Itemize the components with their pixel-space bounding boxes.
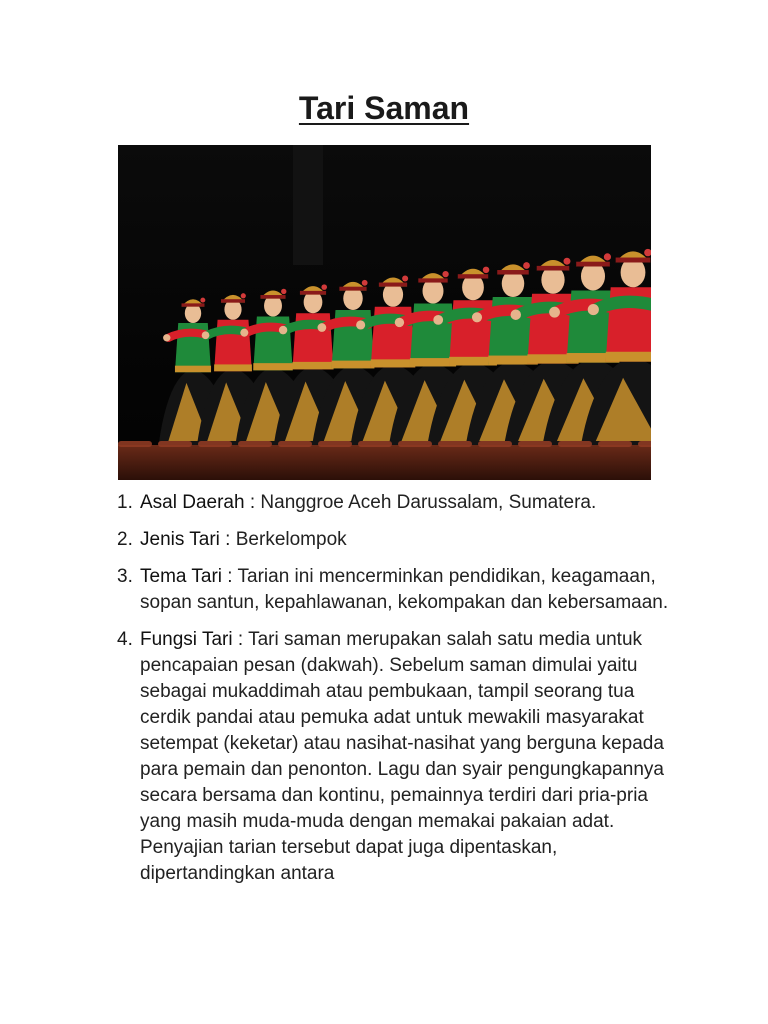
list-separator: : <box>232 629 249 650</box>
list-term: Fungsi Tari <box>140 629 233 650</box>
dancer-hand <box>356 320 365 329</box>
stage-cushion <box>398 441 432 447</box>
dancer-hand <box>279 326 287 334</box>
stage-cushion <box>638 441 651 447</box>
dancer-flower <box>200 298 205 303</box>
stage-cushion <box>198 441 232 447</box>
stage-cushion <box>438 441 472 447</box>
dancer-headband <box>260 295 285 299</box>
list-separator: : <box>219 529 236 550</box>
dancer-belt <box>332 361 375 369</box>
stage-floor <box>118 445 651 480</box>
page-title <box>0 88 768 128</box>
dancer-hand <box>163 334 170 341</box>
dancer-hand <box>433 315 443 325</box>
stage-cushion <box>318 441 352 447</box>
stage-cushion <box>598 441 632 447</box>
dancer-belt <box>292 362 333 369</box>
dancer-headband <box>300 291 326 295</box>
list-item-theme <box>117 564 677 616</box>
description-list <box>117 490 677 898</box>
list-item-origin <box>117 490 677 516</box>
list-item-function <box>117 627 677 887</box>
list-separator: : <box>222 566 238 587</box>
stage-cushion <box>558 441 592 447</box>
dancer-belt <box>253 363 292 370</box>
stage-cushion <box>278 441 312 447</box>
dancer-headband <box>339 287 366 291</box>
dancer-hand <box>202 331 210 339</box>
dancer-headband <box>458 274 488 278</box>
dancer-belt <box>371 359 415 367</box>
dancer-flower <box>442 271 448 277</box>
saman-dancers-photo <box>118 145 651 480</box>
dancer-flower <box>604 253 611 260</box>
dancer-flower <box>321 284 327 290</box>
dancer-headband <box>221 299 245 302</box>
dancer-hand <box>588 304 599 315</box>
stage-cushion <box>518 441 552 447</box>
dancer-hand <box>240 329 248 337</box>
dancer-headband <box>182 303 205 306</box>
list-text: Tari saman merupakan salah satu media untuk pencapaian pesan (dakwah). Sebelum saman dimulai yaitu sebagai mukaddimah atau pembukaan, tampil seorang tua cerdik pandai atau pemuka adat untuk mewakili masyarakat setempat (keketar) atau nasihat-nasihat yang berguna kepada para pemain dan penonton. Lagu dan syair pengungkapannya secara bersama dan kontinu, pemainnya terdiri dari pria-pria yang masih muda-muda dengan memakai pakaian adat. Penyajian tarian tersebut dapat juga dipentaskan, dipertandingkan antara <box>140 629 664 884</box>
dancer-flower <box>241 293 246 298</box>
dancer-hand <box>317 323 326 332</box>
dancer-belt <box>606 352 651 362</box>
dancer-headband <box>537 266 570 271</box>
list-term: Tema Tari <box>140 566 223 587</box>
dancer-hand <box>472 312 482 322</box>
dancer-flower <box>362 280 368 286</box>
dancer-flower <box>523 262 530 269</box>
list-separator: : <box>244 492 261 513</box>
list-number: 3. <box>117 566 133 587</box>
list-number: 2. <box>117 529 133 550</box>
dancer-headband <box>576 262 610 267</box>
dancer-hand <box>549 307 560 318</box>
stage-cushion <box>358 441 392 447</box>
dancer-flower <box>563 258 570 265</box>
stage-cushion <box>478 441 512 447</box>
dancer-flower <box>281 289 286 294</box>
list-term: Jenis Tari <box>140 529 220 550</box>
dancer-headband <box>379 283 407 287</box>
list-text: Nanggroe Aceh Darussalam, Sumatera. <box>260 492 597 513</box>
dancer-hand <box>511 309 521 319</box>
list-item-type <box>117 527 677 553</box>
dancer-flower <box>402 275 408 281</box>
list-number: 4. <box>117 629 133 650</box>
list-text: Tarian ini mencerminkan pendidikan, keagamaan, sopan santun, kepahlawanan, kekompakan dan kebersamaan. <box>140 566 669 613</box>
stage-cushion <box>238 441 272 447</box>
dancer-belt <box>214 364 252 371</box>
photo-illustration <box>118 145 651 480</box>
stage-curtain-fold <box>293 145 323 265</box>
dancer-headband <box>418 278 447 282</box>
list-term: Asal Daerah <box>140 492 245 513</box>
dancer-headband <box>616 258 651 263</box>
dancer-belt <box>175 366 211 373</box>
list-number: 1. <box>117 492 133 513</box>
list-text: Berkelompok <box>235 529 347 550</box>
stage-cushion <box>118 441 152 447</box>
dancer-headband <box>497 270 529 275</box>
dancer-hand <box>395 318 404 327</box>
page-title-text: Tari Saman <box>298 90 470 126</box>
dancer-flower <box>483 267 490 274</box>
stage-cushion <box>158 441 192 447</box>
